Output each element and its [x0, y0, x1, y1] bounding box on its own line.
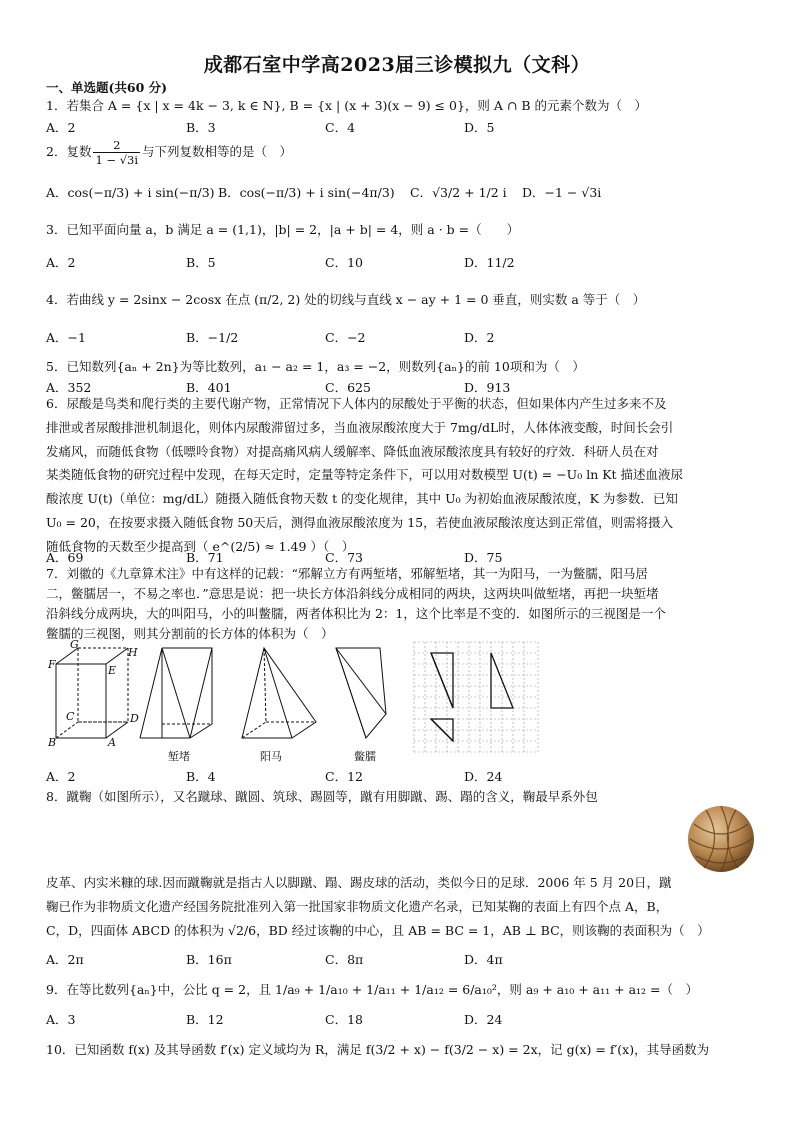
q7-line: 沿斜线分成两块，大的叫阳马，小的叫鳖臑，两者体积比为 2：1，这个比率是不变的．如图所示的三视图是一个 — [46, 606, 666, 621]
q2-option-b[interactable]: B．cos(−π/3) + i sin(−4π/3) — [218, 185, 395, 200]
q10-stem: 10．已知函数 f(x) 及其导函数 f′(x) 定义域均为 R，满足 f(3/2 + x) − f(3/2 − x) = 2x，记 g(x) = f′(x)，其导函数为 — [46, 1042, 710, 1057]
q8-line: 皮革、内实米糠的球.因而蹴鞠就是指古人以脚蹴、蹋、踢皮球的活动，类似今日的足球．2006 年 5 月 20日，蹴 — [46, 875, 672, 890]
q4-option-b[interactable]: B．−1/2 — [186, 330, 239, 345]
q4-option-c[interactable]: C．−2 — [325, 330, 366, 345]
q1-option-c[interactable]: C．4 — [325, 120, 356, 135]
vertex-label: B — [48, 736, 57, 749]
q2-option-a[interactable]: A．cos(−π/3) + i sin(−π/3) — [46, 185, 215, 200]
figure-caption: 堑堵 — [168, 750, 190, 763]
q2-frac-den: 1 − √3i — [95, 153, 139, 167]
q3-option-d[interactable]: D．11/2 — [464, 255, 515, 270]
q7-line: 鳖臑的三视图，则其分割前的长方体的体积为（ ） — [46, 626, 334, 641]
q6-option-d[interactable]: D．75 — [464, 550, 503, 565]
q9-option-d[interactable]: D．24 — [464, 1012, 503, 1027]
q2-frac-num: 2 — [93, 138, 140, 153]
q7-option-d[interactable]: D．24 — [464, 769, 503, 784]
q6-line: 随低食物的天数至少提高到（ e^(2/5) ≈ 1.49 ）（ ） — [46, 538, 355, 554]
q8-line: C，D，四面体 ABCD 的体积为 √2/6，BD 经过该鞠的中心，且 AB = BC = 1，AB ⊥ BC，则该鞠的表面积为（ ） — [46, 922, 710, 938]
q3-stem: 3．已知平面向量 a，b 满足 a = (1,1)，|b| = 2，|a + b| = 4，则 a · b =（ ） — [46, 222, 520, 237]
q7-line: 7．刘徽的《九章算术注》中有这样的记载：“邪解立方有两堑堵，邪解堑堵，其一为阳马，一为鳖臑，阳马居 — [46, 566, 648, 581]
q2-fraction — [93, 138, 140, 167]
vertex-label: A — [108, 736, 116, 749]
bienao-figure — [336, 648, 386, 738]
q8-line: 鞠已作为非物质文化遗产经国务院批准列入第一批国家非物质文化遗产名录，已知某鞠的表面上有四个点 A，B， — [46, 898, 669, 914]
vertex-label: F — [48, 658, 56, 671]
q6-line: 发痛风，而随低食物（低嘌呤食物）对提高痛风病人缓解率、降低血液尿酸浓度具有较好的疗效．科研人员在对 — [46, 443, 659, 459]
q6-option-b[interactable]: B．71 — [186, 550, 224, 565]
q7-line: 二，鳖臑居一，不易之率也．”意思是说：把一块长方体沿斜线分成相同的两块，这两块叫做堑堵，再把一块堑堵 — [46, 586, 659, 601]
q2-option-d[interactable]: D．−1 − √3i — [522, 185, 602, 200]
cuju-ball-image — [684, 804, 758, 874]
q6-line: 6．尿酸是鸟类和爬行类的主要代谢产物，正常情况下人体内的尿酸处于平衡的状态，但如果体内产生过多来不及 — [46, 396, 667, 411]
vertex-label: C — [66, 710, 75, 723]
q6-line: 某类随低食物的研究过程中发现，在每天定时，定量等特定条件下，可以用对数模型 U(t) = −U₀ ln Kt 描述血液尿 — [46, 467, 684, 483]
q1-option-b[interactable]: B．3 — [186, 120, 216, 135]
qiandu-figure — [140, 648, 212, 738]
q1-option-d[interactable]: D．5 — [464, 120, 495, 135]
q5-option-d[interactable]: D．913 — [464, 380, 511, 395]
q1-option-a[interactable]: A．2 — [46, 120, 76, 135]
vertex-label: E — [108, 664, 117, 677]
q3-option-a[interactable]: A．2 — [46, 255, 76, 270]
q5-option-b[interactable]: B．401 — [186, 380, 232, 395]
q5-option-a[interactable]: A．352 — [46, 380, 92, 395]
section-heading: 一、单选题(共60 分) — [46, 80, 168, 95]
q8-option-d[interactable]: D．4π — [464, 952, 503, 967]
q7-option-a[interactable]: A．2 — [46, 769, 76, 784]
q6-line: U₀ = 20，在按要求摄入随低食物 50天后，测得血液尿酸浓度为 15，若使血液尿酸浓度达到正常值，则需将摄入 — [46, 514, 674, 530]
q9-stem: 9．在等比数列{aₙ}中，公比 q = 2，且 1/a₉ + 1/a₁₀ + 1/a₁₁ + 1/a₁₂ = 6/a₁₀²，则 a₉ + a₁₀ + a₁₁ + a₁₂ =（ ） — [46, 982, 698, 997]
q7-paragraph — [46, 564, 748, 644]
q8-option-b[interactable]: B．16π — [186, 952, 232, 967]
q9-option-c[interactable]: C．18 — [325, 1012, 363, 1027]
cuboid-figure — [56, 648, 128, 738]
vertex-label: D — [130, 712, 139, 725]
page-title: 成都石室中学高2023届三诊模拟九（文科） — [203, 54, 591, 76]
q9-option-b[interactable]: B．12 — [186, 1012, 224, 1027]
q8-paragraph — [46, 871, 748, 942]
q6-line: 排泄或者尿酸排泄机制退化，则体内尿酸滞留过多，当血液尿酸浓度大于 7mg/dL时，人体体液变酸，时间长会引 — [46, 419, 674, 435]
figure-caption: 鳖臑 — [354, 750, 376, 763]
vertex-label: G — [70, 638, 79, 651]
q8-option-a[interactable]: A．2π — [46, 952, 84, 967]
q8-line1: 8．蹴鞠（如图所示），又名蹴球、蹴圆、筑球、踢圆等，蹴有用脚蹴、踢、蹋的含义，鞠最早系外包 — [46, 789, 598, 804]
q4-stem: 4．若曲线 y = 2sinx − 2cosx 在点 (π/2, 2) 处的切线与直线 x − ay + 1 = 0 垂直，则实数 a 等于（ ） — [46, 292, 646, 307]
q2-stem-b: 与下列复数相等的是（ ） — [142, 144, 293, 159]
vertex-label: H — [128, 646, 138, 659]
q7-figures — [44, 638, 544, 764]
q8-option-c[interactable]: C．8π — [325, 952, 364, 967]
q7-option-c[interactable]: C．12 — [325, 769, 363, 784]
q2-option-c[interactable]: C．√3/2 + 1/2 i — [410, 185, 507, 200]
q4-option-d[interactable]: D．2 — [464, 330, 495, 345]
q2-stem — [46, 138, 292, 167]
q2-stem-a: 2．复数 — [46, 144, 92, 159]
q6-paragraph — [46, 392, 748, 559]
figure-caption: 阳马 — [260, 750, 282, 763]
yangma-figure — [242, 648, 316, 738]
q5-option-c[interactable]: C．625 — [325, 380, 371, 395]
q4-option-a[interactable]: A．−1 — [46, 330, 86, 345]
q3-option-b[interactable]: B．5 — [186, 255, 216, 270]
q6-line: 酸浓度 U(t)（单位：mg/dL）随摄入随低食物天数 t 的变化规律，其中 U₀ 为初始血液尿酸浓度，K 为参数．已知 — [46, 491, 678, 507]
q3-option-c[interactable]: C．10 — [325, 255, 363, 270]
q1-stem: 1．若集合 A = {x | x = 4k − 3, k ∈ N}, B = {x | (x + 3)(x − 9) ≤ 0}，则 A ∩ B 的元素个数为（ ） — [46, 98, 647, 113]
q7-option-b[interactable]: B．4 — [186, 769, 216, 784]
q5-stem: 5．已知数列{aₙ + 2n}为等比数列，a₁ − a₂ = 1，a₃ = −2，则数列{aₙ}的前 10项和为（ ） — [46, 359, 585, 374]
q6-option-c[interactable]: C．73 — [325, 550, 363, 565]
q6-option-a[interactable]: A．69 — [46, 550, 84, 565]
q9-option-a[interactable]: A．3 — [46, 1012, 76, 1027]
